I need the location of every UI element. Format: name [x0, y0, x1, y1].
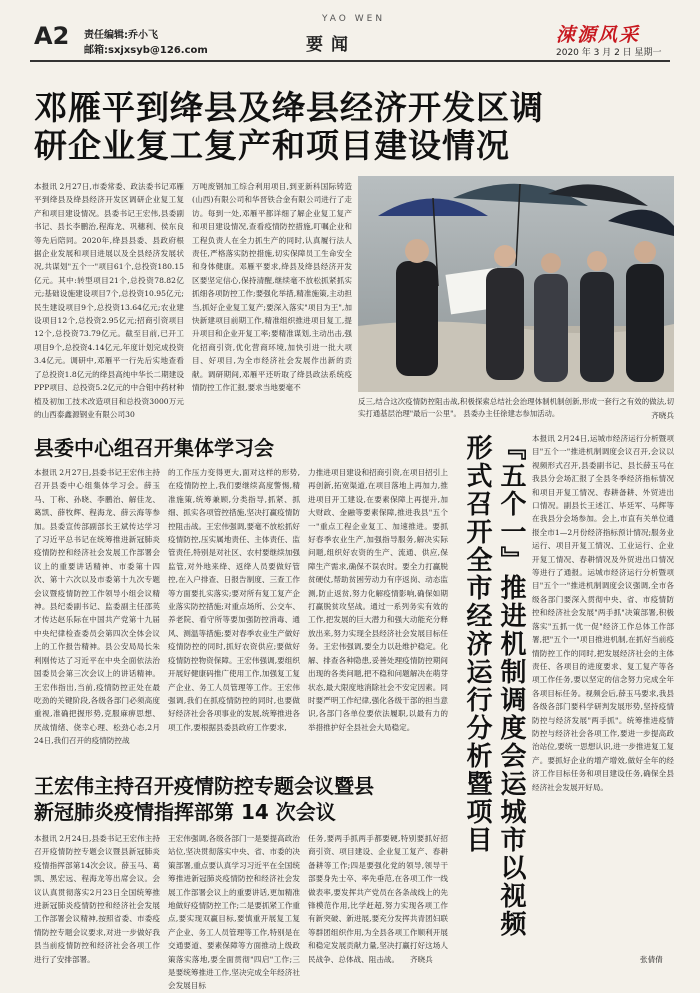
yuncheng-vertical-headline: 『五个一』推进机制调度会运城市以视频形式召开全市经济运行分析暨项目: [462, 434, 526, 938]
news-photo-illustration: [358, 176, 674, 392]
yuncheng-byline: 张倩倩: [640, 955, 663, 964]
study-column-1: 本报讯 2月27日,县委书记王宏伟主持召开县委中心组集体学习会。薛玉马、丁称、孙晓、李鹏治、解佳龙、葛凯、薛牧辉、程海龙、薛云海等参加。县委宣传部副部长王斌传达学习了习近平总书记在统筹推进新冠肺炎疫情防控和经济社会发展工作部署会议上的重要讲话精神、市委第十四次、第十六次以及市委第十九次专题会议暨疫情防控工作领导小组会议精神。县纪委副书记、监委副主任邵英才传达赵乐际在中国共产党第十九届中央纪律检查委员会第四次全体会议上的工作报告精神。县公安局局长朱利刚传达了习近平在中央全面依法治国委员会第三次会议上的讲话精神。王宏伟指出,当前,疫情防控正处在最吃劲的关键阶段,各级各部门必须高度重视,准确把握形势,克服麻痹思想、厌战情绪、侥幸心理、松劲心态,2月24日,我们召开的疫情防控战: [34, 468, 160, 746]
lead-column-2: 万吨废钢加工综合利用项目,到亚新科国际铸造(山西)有限公司和华晋铁合金有限公司进行了走访。每到一处,邓雁平都详细了解企业复工复产和项目建设情况,查看疫情防控措施,叮嘱企业和工程负责人在全力抓生产的同时,认真履行法人责任,严格落实防控措施,切实保障员工生命安全和身体健康。邓雁平要求,绛县及绛县经济开发区要坚定信心,保持清醒,继续毫不放松抓紧抓实抓细各项防控工作;要强化举措,精准施策,主动担当,抓好企业复工复产;要深入落实"项目为王",加快新建项目前期工作,精准组织推进项目复工,提升项目和企业开复工率;要精准谋划,主动出击,强化招商引资,优化营商环境,加快引进一批大项目、好项目,为全市经济社会发展作出新的贡献。调研期间,邓雁平还听取了绛县政法系统疫情防控工作汇报,要求当地要毫不: [192, 182, 352, 393]
meeting-headline-line-2: 新冠肺炎疫情指挥部第 14 次会议: [34, 800, 336, 824]
photo-author: 齐晓兵: [651, 411, 674, 420]
editor-credit: 责任编辑:乔小飞: [84, 30, 158, 41]
lead-headline-line-2: 研企业复工复产和项目建设情况: [34, 126, 510, 165]
study-column-2: 的工作压力变得更大,面对这样的形势,在疫情防控上,我们要继续高度警惕,精准施策,统筹兼顾,分类指导,抓紧、抓细、抓实各项管控措施,坚决打赢疫情防控阻击战。王宏伟强调,要毫不放松抓好疫情防控,压实属地责任、主体责任、监管责任,特别是对社区、农村要继续加强监管,对外地来绛、返绛人员要做好管控,在入户排查、日报告制度、三查工作等方面要扎实落实;要对所有复工复产企业落实防控措施;对重点场所、公交车、养老院、看守所等要加强防控消毒、通风、测温等措施;要对春季农业生产做好疫情防控的同时,抓好农资供应;要做好疫情防控物资保障。王宏伟强调,要组织开展好健康码推广使用工作,加强复工复产企业、务工人员管理等工作。王宏伟强调,我们在抓疫情防控的同时,也要做好经济社会各项事业的发展,统筹推进各项工作,要根据县委县政府工作要求,: [168, 468, 300, 732]
editor-email: 邮箱:sxjxsyb@126.com: [84, 45, 208, 56]
issue-date: 2020 年 3 月 2 日 星期一: [556, 48, 662, 58]
study-column-3: 力推进项目建设和招商引资,在项目招引上再创新,拓宽渠道,在项目落地上再加力,推进项目开工建设,在要素保障上再提升,加大财政、金融等要素保障,推进我县"五个一"重点工程企业复工、加速推进。要抓好春季农业生产,加强指导服务,解决实际问题,组织好农资的生产、流通、供应,保障生产需求,确保不误农时。要全力打赢脱贫硬仗,帮助贫困劳动力有序返岗、动态监测,防止返贫,努力化解疫情影响,确保如期打赢脱贫攻坚战。通过一系列务实有效的工作,把发展的巨大潜力和强大动能充分释放出来,努力实现全县经济社会发展目标任务。王宏伟强调,要全力以赴维护稳定。化解、排查各种隐患,妥善处理疫情防控期间出现的各类问题,把不稳和问题解决在萌芽状态,最大限度地消除社会不安定因素。同时要严明工作纪律,强化各级干部的担当意识,各部门各单位要依法履职,以最有力的举措推护好全县社会大局稳定。: [308, 468, 448, 732]
meeting-column-3: 任务,要两手抓两手都要硬,特别要抓好招商引资、项目建设、企业复工复产、春耕备耕等工作;四是要强化党的领导,领导干部要身先士卒、率先垂范,在各项工作一线做表率,要发挥共产党员在各条战线上的先锋模范作用,比学赶超,努力实现各项工作有新突破、新进展,要充分发挥共青团妇联等群团组织作用,为全县各项工作顺利开展和稳定发展贡献力量,坚决打赢打好这场人民战争、总体战、阻击战。: [308, 834, 448, 964]
page-number: A2: [34, 22, 70, 50]
header-rule: [30, 60, 670, 62]
paper-logo: 涑源风采: [556, 24, 641, 46]
lead-headline-line-1: 邓雁平到绛县及绛县经济开发区调: [34, 88, 544, 127]
section-name-cn: 要闻: [306, 35, 356, 55]
yuncheng-column: 本报讯 2月24日,运城市经济运行分析暨项目"五个一"推进机制调度会议召开,会议以视频形式召开,县委副书记、县长薛玉马在我县分会场汇报了全县冬季经济指标情况和项目开复工情况、春耕备耕、外贸进出口情况。副县长王述江、毕廷军、马辉等在我县分会场参加。会上,市直有关单位通报全市1—2月份经济指标预计情况;服务业运行、项目开复工情况、工业运行、企业开复工情况、春耕情况及外贸进出口情况等进行了通报。运城市经济运行分析暨项目"五个一"推进机制调度会议强调,全市各级各部门要深入贯彻中央、省、市疫情防控和经济社会发展"两手抓"决策部署,积极落实"五抓一优一促"经济工作总体工作部署,把"五个一"项目推进机制,在抓好当前疫情防控工作的同时,把发展经济社会的主体责任、各项目的进度要求、复工复产等各项工作任务,要以坚定的信念努力完成全年各项目标任务。视频会后,薛玉马要求,我县各级各部门要科学研判发展形势,坚持疫情防控与经济发展"两手抓"。统筹推进疫情防控与经济社会各项工作,要进一步提高政治站位,要统一思想认识,进一步推进复工复产。要抓好企业的增产增效,做好全年的经济工作目标任务和项目建设任务,确保全县经济社会发展开好局。: [532, 434, 674, 792]
lead-column-1: 本报讯 2月27日,市委常委、政法委书记邓雁平到绛县及绛县经济开发区调研企业复工复产和项目建设情况。县委书记王宏伟,县委副书记、县长李鹏治,程海龙、巩穗利、侯东良等先后陪同。2020年,绛县县委、县政府根据企业发展和项目进展以及全县经济发展状况,共谋划"五个一"项目61个,总投资180.15亿元。其中:转型项目21个,总投资78.82亿元;基础设施建设项目7个,总投资10.95亿元;民生建设项目9个,总投资13.64亿元;农业建设项目12个,总投资2.95亿元;招商引资项目12个,总投资73.79亿元。截至目前,已开工项目9个,总投资4.14亿元,年度计划完成投资3.4亿元。调研中,邓雁平一行先后实地查看了总投资1.8亿元的绛县高纯中华长二期建设PPP项目、总投资5.2亿元的中合钼中药材种植及初加工技术改造项目和总投资3000万元的山西泰鑫源钢业有限公司30: [34, 182, 184, 419]
meeting-column-1: 本报讯 2月24日,县委书记王宏伟主持召开疫情防控专题会议暨县新冠肺炎疫情指挥部第14次会议。薛玉马、葛凯、黑宏远、程海龙等出席会议。会议认真贯彻落实2月23日全国统筹推进新冠肺炎疫情防控和经济社会发展工作部署会议精神,按照省委、市委疫情防控专题会议要求,对进一步做好我县当前疫情防控和经济社会各项工作进行了安排部署。: [34, 834, 160, 964]
meeting-byline: 齐晓兵: [410, 955, 433, 964]
meeting-headline-line-1: 王宏伟主持召开疫情防控专题会议暨县: [34, 774, 374, 798]
meeting-column-2: 王宏伟强调,各级各部门一是要提高政治站位,坚决贯彻落实中央、省、市委的决策部署,重点要认真学习习近平在全国统筹推进新冠肺炎疫情防控和经济社会发展工作部署会议上的重要讲话,更加精准地做好疫情防控工作;二是要抓紧工作重点,要实现双赢目标,要慎重开展复工复产企业、务工人员管理等工作,特别是在交通要道、要素保障等方面推动上级政策落实落地,要全面贯彻"四启"工作;三是要统筹推进工作,坚决完成全年经济社会发展目标: [168, 834, 300, 991]
study-session-headline: 县委中心组召开集体学习会: [34, 436, 274, 460]
news-photo: [358, 176, 674, 392]
section-name-en: YAO WEN: [322, 14, 386, 24]
photo-caption: 反三,结合这次疫情防控阻击战,积极探索总结社会治理体制机制创新,形成一套行之有效的做法,切实打通基层治理"最后一公里"。 县委办主任徐建志参加活动。: [358, 397, 674, 418]
